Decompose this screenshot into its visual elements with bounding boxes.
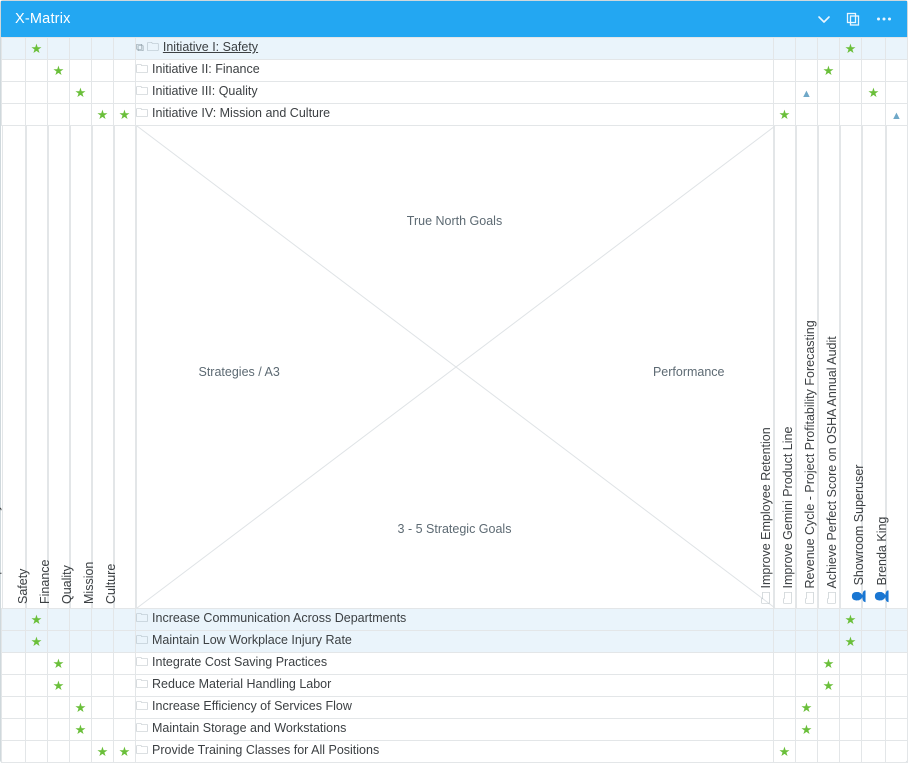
cell-left-0[interactable] xyxy=(2,697,26,719)
initiative-label-text: Initiative IV: Mission and Culture xyxy=(152,106,331,120)
folder-icon: 🗀 xyxy=(802,591,817,604)
matrix-center-band xyxy=(2,126,908,609)
triangle-icon: ▲ xyxy=(801,87,812,100)
cell-left-5[interactable] xyxy=(114,741,136,763)
cell-right-0[interactable] xyxy=(774,38,796,60)
star-icon: ★ xyxy=(844,41,857,56)
cell-left-0[interactable] xyxy=(2,741,26,763)
cell-left-5[interactable] xyxy=(114,60,136,82)
goal-label-text: Reduce Material Handling Labor xyxy=(152,677,332,691)
goal-label-text: Provide Training Classes for All Positions xyxy=(152,743,380,757)
left-header-0[interactable] xyxy=(2,126,26,609)
cell-left-4[interactable] xyxy=(92,675,114,697)
star-icon: ★ xyxy=(118,744,131,759)
cell-right-4[interactable] xyxy=(862,719,886,741)
folder-icon: 🗀 xyxy=(824,591,839,604)
cell-left-4[interactable] xyxy=(92,697,114,719)
cell-left-4[interactable] xyxy=(92,653,114,675)
cell-left-4[interactable] xyxy=(92,60,114,82)
cell-right-2[interactable] xyxy=(818,675,840,697)
goal-row-label[interactable] xyxy=(136,653,774,675)
star-icon: ★ xyxy=(867,85,880,100)
cell-left-3[interactable] xyxy=(70,653,92,675)
cell-right-0[interactable] xyxy=(774,82,796,104)
cell-right-3[interactable] xyxy=(840,719,862,741)
cell-left-3[interactable] xyxy=(70,38,92,60)
cell-right-5[interactable] xyxy=(886,675,908,697)
cell-right-1[interactable] xyxy=(796,653,818,675)
cell-left-5[interactable] xyxy=(114,719,136,741)
cell-left-1[interactable] xyxy=(26,609,48,631)
left-header-1[interactable] xyxy=(15,126,48,609)
star-icon: ★ xyxy=(844,612,857,627)
folder-icon: 🗀 xyxy=(136,84,149,98)
goal-row-label[interactable] xyxy=(136,675,774,697)
cell-right-2[interactable] xyxy=(818,82,840,104)
cell-right-0[interactable] xyxy=(774,60,796,82)
folder-icon: 🗀 xyxy=(136,721,149,735)
cell-left-0[interactable] xyxy=(2,719,26,741)
left-header-label: Mission xyxy=(81,561,96,604)
person-icon: 👤 xyxy=(874,588,889,604)
table-row[interactable] xyxy=(2,653,908,675)
cell-right-1[interactable] xyxy=(796,82,818,104)
window-title: X-Matrix xyxy=(15,11,71,27)
cell-right-2[interactable] xyxy=(818,631,840,653)
right-header-label: 🗀Improve Employee Retention xyxy=(758,427,773,604)
goal-row-label[interactable] xyxy=(136,609,774,631)
cell-right-2[interactable] xyxy=(818,60,840,82)
cell-right-0[interactable] xyxy=(774,104,796,126)
vheader-cell xyxy=(59,126,92,608)
cell-left-0[interactable] xyxy=(2,675,26,697)
cell-left-4[interactable] xyxy=(92,631,114,653)
right-header-label: 🗀Revenue Cycle - Project Profitability Forecasting xyxy=(802,320,817,604)
triangle-icon: ▲ xyxy=(891,109,902,122)
cell-right-0[interactable] xyxy=(774,631,796,653)
cell-left-5[interactable] xyxy=(114,697,136,719)
table-row[interactable] xyxy=(2,631,908,653)
cell-right-3[interactable] xyxy=(840,38,862,60)
cell-right-1[interactable] xyxy=(796,60,818,82)
table-row[interactable] xyxy=(2,82,908,104)
cell-left-4[interactable] xyxy=(92,104,114,126)
folder-icon: 🗀 xyxy=(136,699,149,713)
left-header-label: Finance xyxy=(37,559,52,604)
vheader-cell xyxy=(103,126,136,608)
cell-left-3[interactable] xyxy=(70,631,92,653)
star-icon: ★ xyxy=(30,634,43,649)
cell-right-5[interactable] xyxy=(886,60,908,82)
cell-left-1[interactable] xyxy=(26,719,48,741)
cell-right-5[interactable] xyxy=(886,82,908,104)
cell-right-1[interactable] xyxy=(796,741,818,763)
goal-label-text: Integrate Cost Saving Practices xyxy=(152,655,328,669)
cell-right-5[interactable] xyxy=(886,38,908,60)
matrix-table xyxy=(1,37,908,763)
folder-icon: 🗀 xyxy=(758,591,773,604)
goal-label-text: Increase Communication Across Departments xyxy=(152,611,407,625)
cell-right-3[interactable] xyxy=(840,104,862,126)
cell-right-3[interactable] xyxy=(840,60,862,82)
person-icon: 👤 xyxy=(851,588,866,604)
right-header-label: 🗀Achieve Perfect Score on OSHA Annual Audit xyxy=(824,336,839,604)
table-row[interactable] xyxy=(2,675,908,697)
folder-icon: 🗀 xyxy=(136,611,149,625)
initiative-row-label[interactable] xyxy=(136,60,774,82)
cell-right-5[interactable] xyxy=(886,631,908,653)
cell-right-5[interactable] xyxy=(886,104,908,126)
right-header-label: 👤Showroom Superuser xyxy=(851,464,866,604)
cell-left-3[interactable] xyxy=(70,675,92,697)
cell-right-4[interactable] xyxy=(862,631,886,653)
star-icon: ★ xyxy=(118,107,131,122)
folder-icon: 🗀 xyxy=(136,106,149,120)
left-header-label xyxy=(0,504,7,604)
cell-right-1[interactable] xyxy=(796,631,818,653)
cell-right-3[interactable] xyxy=(840,82,862,104)
cell-right-0[interactable] xyxy=(774,719,796,741)
initiative-link[interactable]: Initiative I: Safety xyxy=(162,40,259,54)
folder-icon: 🗀 xyxy=(136,655,149,669)
right-header-5[interactable] xyxy=(874,126,908,609)
cell-left-4[interactable] xyxy=(92,609,114,631)
cell-left-1[interactable] xyxy=(26,38,48,60)
folder-icon: 🗀 xyxy=(136,62,149,76)
initiative-row-label[interactable] xyxy=(136,38,774,60)
cell-left-1[interactable] xyxy=(26,104,48,126)
chevron-down-icon[interactable] xyxy=(817,12,831,26)
left-header-label: Safety xyxy=(15,568,30,604)
left-header-5[interactable] xyxy=(103,126,136,609)
right-header-label: 👤Brenda King xyxy=(874,516,889,604)
cell-left-0[interactable] xyxy=(2,631,26,653)
window-titlebar xyxy=(1,1,907,37)
star-icon: ★ xyxy=(800,700,813,715)
cell-left-1[interactable] xyxy=(26,697,48,719)
cell-left-4[interactable] xyxy=(92,741,114,763)
cell-left-2[interactable] xyxy=(48,82,70,104)
cell-left-5[interactable] xyxy=(114,609,136,631)
cell-left-2[interactable] xyxy=(48,60,70,82)
cell-right-3[interactable] xyxy=(840,609,862,631)
star-icon: ★ xyxy=(800,722,813,737)
cell-left-2[interactable] xyxy=(48,741,70,763)
vheader-cell xyxy=(37,126,70,608)
cell-right-1[interactable] xyxy=(796,104,818,126)
cell-left-5[interactable] xyxy=(114,631,136,653)
cell-left-3[interactable] xyxy=(70,741,92,763)
cell-left-5[interactable] xyxy=(114,675,136,697)
cell-left-5[interactable] xyxy=(114,82,136,104)
cell-left-0[interactable] xyxy=(2,104,26,126)
star-icon: ★ xyxy=(778,744,791,759)
goal-label-text: Increase Efficiency of Services Flow xyxy=(152,699,352,713)
cell-right-1[interactable] xyxy=(796,675,818,697)
cell-right-3[interactable] xyxy=(840,631,862,653)
star-icon: ★ xyxy=(822,63,835,78)
cell-left-1[interactable] xyxy=(26,82,48,104)
goal-row-label[interactable] xyxy=(136,719,774,741)
cell-right-4[interactable] xyxy=(862,104,886,126)
table-row[interactable] xyxy=(2,719,908,741)
folder-icon: 🗀 xyxy=(136,633,149,647)
cell-right-0[interactable] xyxy=(774,697,796,719)
cell-right-0[interactable] xyxy=(774,741,796,763)
x-diagram xyxy=(136,126,774,608)
cell-left-3[interactable] xyxy=(70,82,92,104)
cell-left-0[interactable] xyxy=(2,60,26,82)
copy-icon[interactable] xyxy=(845,11,861,27)
cell-right-1[interactable] xyxy=(796,38,818,60)
cell-left-4[interactable] xyxy=(92,82,114,104)
cell-right-4[interactable] xyxy=(862,653,886,675)
goal-label-text: Maintain Storage and Workstations xyxy=(152,721,347,735)
cell-right-4[interactable] xyxy=(862,82,886,104)
left-header-3[interactable] xyxy=(59,126,92,609)
star-icon: ★ xyxy=(96,744,109,759)
goal-row-label[interactable] xyxy=(136,631,774,653)
cell-left-5[interactable] xyxy=(114,104,136,126)
table-row[interactable] xyxy=(2,741,908,763)
cell-left-1[interactable] xyxy=(26,653,48,675)
goal-row-label[interactable] xyxy=(136,697,774,719)
cell-left-3[interactable] xyxy=(70,697,92,719)
cell-right-5[interactable] xyxy=(886,697,908,719)
star-icon: ★ xyxy=(30,41,43,56)
cell-right-2[interactable] xyxy=(818,653,840,675)
cell-right-3[interactable] xyxy=(840,741,862,763)
right-header-label: 🗀Improve Gemini Product Line xyxy=(780,426,795,604)
cell-left-0[interactable] xyxy=(2,609,26,631)
table-row[interactable] xyxy=(2,60,908,82)
table-row[interactable] xyxy=(2,104,908,126)
left-header-4[interactable] xyxy=(81,126,114,609)
cell-right-5[interactable] xyxy=(886,609,908,631)
cell-right-5[interactable] xyxy=(886,653,908,675)
cell-left-3[interactable] xyxy=(70,719,92,741)
cell-left-4[interactable] xyxy=(92,719,114,741)
cell-right-2[interactable] xyxy=(818,697,840,719)
cell-left-2[interactable] xyxy=(48,697,70,719)
folder-icon: 🗀 xyxy=(136,743,149,757)
cell-left-3[interactable] xyxy=(70,609,92,631)
x-diagram-cell xyxy=(136,126,774,609)
cell-left-3[interactable] xyxy=(70,104,92,126)
cell-left-2[interactable] xyxy=(48,719,70,741)
table-row[interactable] xyxy=(2,609,908,631)
performance-label: Performance xyxy=(652,365,725,379)
table-row[interactable] xyxy=(2,697,908,719)
cell-left-2[interactable] xyxy=(48,631,70,653)
cell-right-1[interactable] xyxy=(796,609,818,631)
left-header-2[interactable] xyxy=(37,126,70,609)
cell-right-4[interactable] xyxy=(862,697,886,719)
initiative-row-label[interactable] xyxy=(136,104,774,126)
cell-left-0[interactable] xyxy=(2,82,26,104)
star-icon: ★ xyxy=(74,722,87,737)
star-icon: ★ xyxy=(778,107,791,122)
folder-icon: 🗀 xyxy=(780,591,795,604)
folder-icon xyxy=(0,591,2,604)
strategic-goals-label: 3 - 5 Strategic Goals xyxy=(397,522,512,536)
cell-left-0[interactable] xyxy=(2,38,26,60)
cell-right-4[interactable] xyxy=(862,609,886,631)
initiative-label-text: Initiative III: Quality xyxy=(152,84,258,98)
cell-right-5[interactable] xyxy=(886,741,908,763)
sync-icon: ⧉ xyxy=(136,42,144,54)
folder-icon: 🗀 xyxy=(136,677,149,691)
cell-left-2[interactable] xyxy=(48,609,70,631)
cell-right-1[interactable] xyxy=(796,719,818,741)
goal-row-label[interactable] xyxy=(136,741,774,763)
goal-label-text: Maintain Low Workplace Injury Rate xyxy=(152,633,352,647)
vheader-cell xyxy=(874,126,908,608)
cell-right-3[interactable] xyxy=(840,653,862,675)
strategies-a3-label: Strategies / A3 xyxy=(198,365,280,379)
cell-right-4[interactable] xyxy=(862,675,886,697)
cell-right-2[interactable] xyxy=(818,609,840,631)
star-icon: ★ xyxy=(96,107,109,122)
vheader-cell xyxy=(15,126,48,608)
cell-left-1[interactable] xyxy=(26,60,48,82)
left-header-label: Quality xyxy=(59,565,74,604)
cell-right-1[interactable] xyxy=(796,697,818,719)
cell-left-4[interactable] xyxy=(92,38,114,60)
cell-right-0[interactable] xyxy=(774,675,796,697)
star-icon: ★ xyxy=(844,634,857,649)
cell-right-2[interactable] xyxy=(818,38,840,60)
cell-right-4[interactable] xyxy=(862,60,886,82)
cell-left-5[interactable] xyxy=(114,653,136,675)
titlebar-controls xyxy=(817,11,897,27)
cell-right-4[interactable] xyxy=(862,741,886,763)
cell-right-2[interactable] xyxy=(818,741,840,763)
cell-left-2[interactable] xyxy=(48,675,70,697)
left-header-label: Culture xyxy=(103,563,118,604)
cell-right-4[interactable] xyxy=(862,38,886,60)
vheader-cell xyxy=(81,126,114,608)
star-icon: ★ xyxy=(30,612,43,627)
cell-left-2[interactable] xyxy=(48,104,70,126)
cell-left-1[interactable] xyxy=(26,675,48,697)
star-icon: ★ xyxy=(74,85,87,100)
star-icon: ★ xyxy=(74,700,87,715)
cell-left-0[interactable] xyxy=(2,653,26,675)
star-icon: ★ xyxy=(822,656,835,671)
cell-right-3[interactable] xyxy=(840,675,862,697)
cell-left-1[interactable] xyxy=(26,631,48,653)
cell-right-0[interactable] xyxy=(774,653,796,675)
cell-left-2[interactable] xyxy=(48,653,70,675)
cell-right-0[interactable] xyxy=(774,609,796,631)
cell-right-2[interactable] xyxy=(818,719,840,741)
cell-left-5[interactable] xyxy=(114,38,136,60)
cell-right-3[interactable] xyxy=(840,697,862,719)
folder-icon: 🗀 xyxy=(146,40,159,54)
cell-right-5[interactable] xyxy=(886,719,908,741)
cell-left-2[interactable] xyxy=(48,38,70,60)
star-icon: ★ xyxy=(52,656,65,671)
star-icon: ★ xyxy=(822,678,835,693)
star-icon: ★ xyxy=(52,63,65,78)
more-options-icon[interactable] xyxy=(875,11,893,27)
cell-left-1[interactable] xyxy=(26,741,48,763)
cell-right-2[interactable] xyxy=(818,104,840,126)
initiative-label-text: Initiative II: Finance xyxy=(152,62,260,76)
table-row[interactable] xyxy=(2,38,908,60)
initiative-row-label[interactable] xyxy=(136,82,774,104)
cell-left-3[interactable] xyxy=(70,60,92,82)
vheader-cell xyxy=(2,126,26,608)
true-north-goals-label: True North Goals xyxy=(406,214,503,228)
star-icon: ★ xyxy=(52,678,65,693)
x-matrix-grid xyxy=(1,37,907,762)
